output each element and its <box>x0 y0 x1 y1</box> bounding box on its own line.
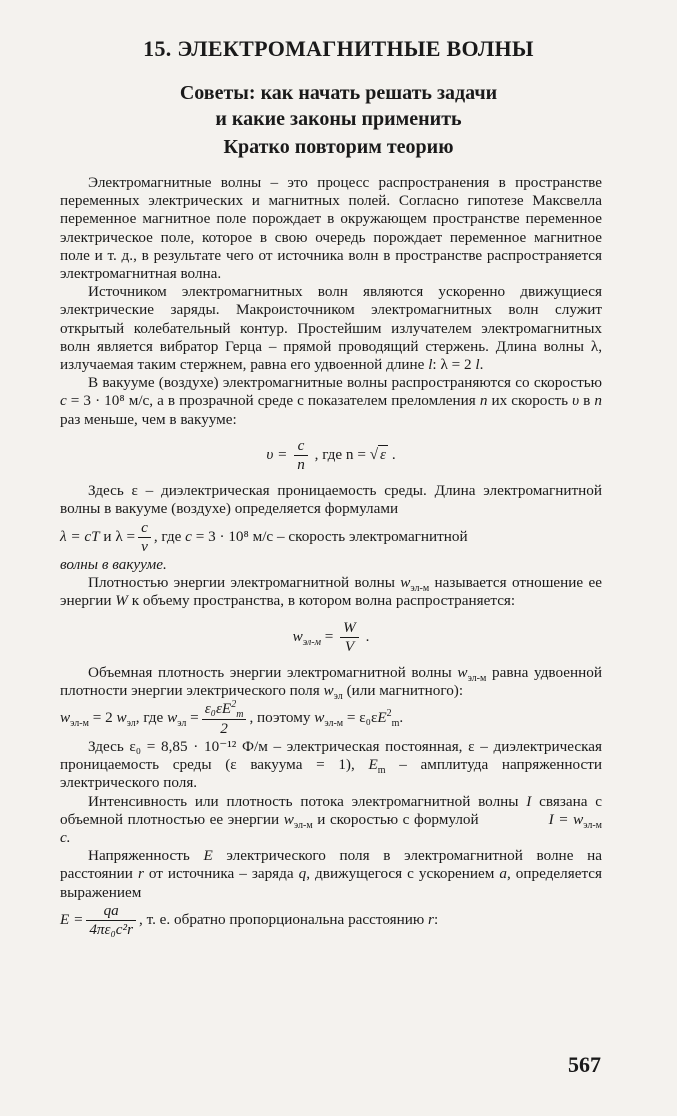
subtitle-line-2: и какие законы применить <box>215 108 462 130</box>
paragraph-5: Плотностью энергии электромагнитной волны $w_{эл-м}$ называется отношение ее энергии W к объему пространства, в котором волна распространяется: <box>60 574 602 610</box>
paragraph-4: Здесь ε – диэлектрическая проницаемость среды. Длина электромагнитной волны в вакууме (воздухе) определяется формулами <box>60 482 602 518</box>
subtitle <box>0 80 677 132</box>
formula-wavelength: λ = cT и λ = $\frac{c}{\nu}$ , где c = 3 · 10⁸ м/с – скорость электромагнитной <box>60 518 468 555</box>
paragraph-7: Здесь ε₀ = 8,85 · 10⁻¹² Ф/м – электрическая постоянная, ε – диэлектрическая проницаемость среды (ε вакуума = 1), $E_m$ – амплитуда напряженности электрического поля. <box>60 737 603 792</box>
formula-energy-density: $w_{эл-м}$ = $\frac{W}{V}$ . <box>292 618 370 655</box>
paragraph-3: В вакууме (воздухе) электромагнитные волны распространяются со скоростью c = 3 · 10⁸ м/с, а в прозрачной среде с показателем преломления n их скорость υ в n раз меньше, чем в вакууме: <box>60 374 602 428</box>
formula-volume-density: $w_{эл-м} = 2$ $w_{эл}$, где $w_{эл}$ = $\frac{\varepsilon_0\varepsilon E^2_m}{2}$ , поэтому $w_{эл-м} = \varepsilon_0\varepsilon E^2_m$. <box>60 699 404 737</box>
paragraph-1: Электромагнитные волны – это процесс распространения в пространстве переменных электрических и магнитных полей. Согласно гипотезе Максвелла переменное магнитное поле порождает в окружающем пространстве переменное электрическое поле, которое в свою очередь порождает переменное магнитное поле и т. д., в результате чего от источника волн в пространстве распространяется электромагнитная волна. <box>60 174 602 283</box>
section-title: Кратко повторим теорию <box>223 136 454 158</box>
formula-speed: υ = $\frac{c}{n}$ , где n = √ ε . <box>266 436 396 474</box>
chapter-title: 15. ЭЛЕКТРОМАГНИТНЫЕ ВОЛНЫ <box>143 36 534 61</box>
body-text <box>60 174 602 939</box>
subtitle-line-1: Советы: как начать решать задачи <box>179 82 498 104</box>
paragraph-6: Объемная плотность энергии электромагнитной волны $w_{эл-м}$ равна удвоенной плотности энергии электрического поля $w_{эл}$ (или магнитного): <box>60 664 602 703</box>
paragraph-2: Источником электромагнитных волн являются ускоренно движущиеся электрические заряды. Макроисточником электромагнитных волн служит открытый колебательный контур. Простейшим излучателем электромагнитных волн является вибратор Герца – прямой проводящий стержень. Длина волны λ, излучаемая таким стержнем, равна его удвоенной длине l: λ = 2 l. <box>60 283 602 374</box>
formula-field-strength: E = $\frac{qa}{\text{4πε₀c²r}}$ , т. е. обратно пропорциональна расстоянию r: <box>60 901 439 938</box>
formula-wavelength-tail: волны в вакууме. <box>60 556 167 574</box>
paragraph-8: Интенсивность или плотность потока электромагнитной волны I связана с объемной плотностью ее энергии $w_{эл-м}$ и скоростью с формулой $I = w_{эл-м}$ c. <box>60 792 602 846</box>
page-number: 567 <box>568 1052 601 1077</box>
paragraph-9: Напряженность E электрического поля в электромагнитной волне на расстоянии r от источника – заряда q, движущегося с ускорением a, определяется выражением <box>60 847 602 901</box>
